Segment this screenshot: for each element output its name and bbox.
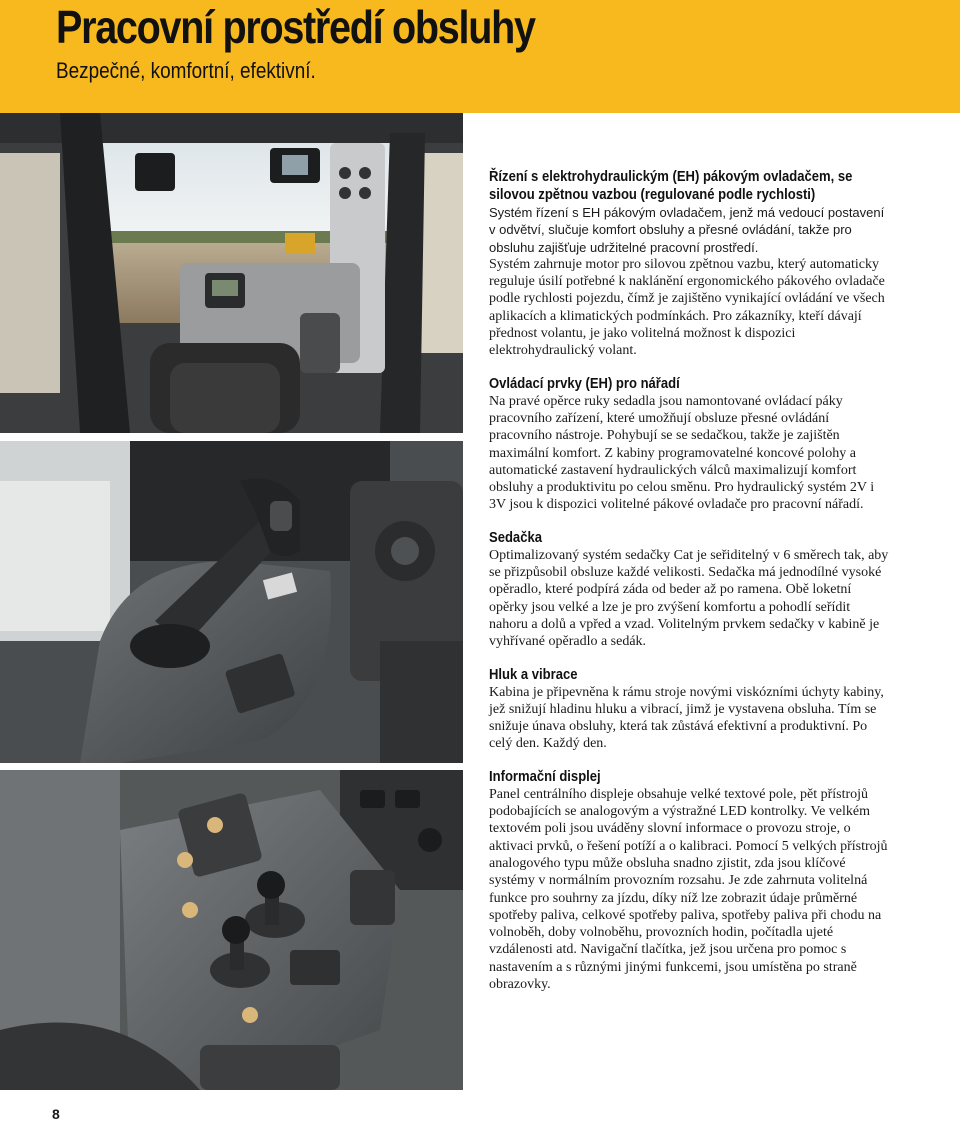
cab-interior-photo [0,113,463,433]
page-title: Pracovní prostředí obsluhy [56,1,535,53]
section-body: Panel centrálního displeje obsahuje velké textové pole, pět přístrojů podobajících se analogovým a výstražné LED kontrolky. Ve velkém textovém poli jsou uváděny slovní informace o provozu stroje, o aktivaci prvků, o řešení potíží a o kalibraci. Pomocí 5 velkých přístrojů analogového typu může obsluha snadno zjistit, zda jsou klíčové systémy v normálním provozním rozsahu. Je zde zahrnuta volitelná funkce pro souhrny za jízdu, díky níž lze zobrazit údaje průměrné spotřeby paliva, celkové spotřeby paliva, spotřeby paliva při chodu na volnoběh, doby volnoběhu, provozních hodin, počítadla ujeté vzdálenosti atd. Navigační tlačítka, jež jsou určena pro pomoc s nastavením a s různými jinými funkcemi, jsou umístěna po straně obrazovky. [489,786,888,992]
section-seat [489,529,889,651]
section-body: Systém zahrnuje motor pro silovou zpětnou vazbu, který automaticky reguluje úsilí potřebné k naklánění ergonomického pákového ovladače podle rychlosti pojezdu, čímž je zajištěno vynikající ovládání ve všech aplikacích a klimatických podmínkách. Pro zákazníky, kteří dávají přednost volantu, je jako volitelná možnost k dispozici elektrohydraulický volant. [489,256,885,359]
section-heading: Hluk a vibrace [489,666,578,683]
section-heading: Ovládací prvky (EH) pro nářadí [489,375,680,392]
section-eh-steering [489,168,889,360]
control-pad-photo [0,770,463,1090]
section-heading: Sedačka [489,529,542,546]
section-eh-controls [489,375,889,514]
section-noise-vibration [489,666,889,753]
section-body-intro: Systém řízení s EH pákovým ovladačem, jenž má vedoucí postavení v odvětví, slučuje komfort obsluhy a přesné ovládání, takže pro obsluhu zajišťuje udržitelné pracovní prostředí. [489,205,885,255]
page-subtitle: Bezpečné, komfortní, efektivní. [56,58,316,83]
page-number: 8 [52,1106,60,1122]
section-body: Optimalizovaný systém sedačky Cat je seřiditelný v 6 směrech tak, aby se přizpůsobil obsluze každé velikosti. Sedačka má jednodílné vysoké opěradlo, které podpírá záda od beder až po ramena. Obě loketní opěrky jsou velké a lze je pro zvýšení komfortu a pohodlí seřídit nahoru a dolů a vpřed a vzad. Volitelným prvkem sedačky v kabině je vyhřívané opěradlo a sedák. [489,547,889,650]
section-info-display [489,768,889,994]
section-body: Na pravé opěrce ruky sedadla jsou namontované ovládací páky pracovního zařízení, které umožňují obsluze přesné ovládání pracovního nástroje. Pohybují se se sedačkou, takže je zajištěn maximální komfort. Z kabiny programovatelné koncové polohy a automatické zastavení hydraulických válců maximalizují komfort obsluhy a produktivitu po celou směnu. Pro hydraulický systém 2V i 3V jsou k dispozici volitelné pákové ovladače pro pracovní nářadí. [489,393,875,513]
text-column [489,168,889,993]
header-banner [0,0,960,113]
section-body: Kabina je připevněna k rámu stroje novými viskózními úchyty kabiny, jež snižují hladinu hluku a vibrací, jimž je vystavena obsluha. Tím se snižuje únava obsluhy, která tak zůstává efektivní a produktivní. Po celý den. Každý den. [489,684,884,752]
joystick-photo [0,441,463,763]
section-heading: Řízení s elektrohydraulickým (EH) pákovým ovladačem, se silovou zpětnou vazbou (regulované podle rychlosti) [489,169,853,203]
section-heading: Informační displej [489,768,601,785]
